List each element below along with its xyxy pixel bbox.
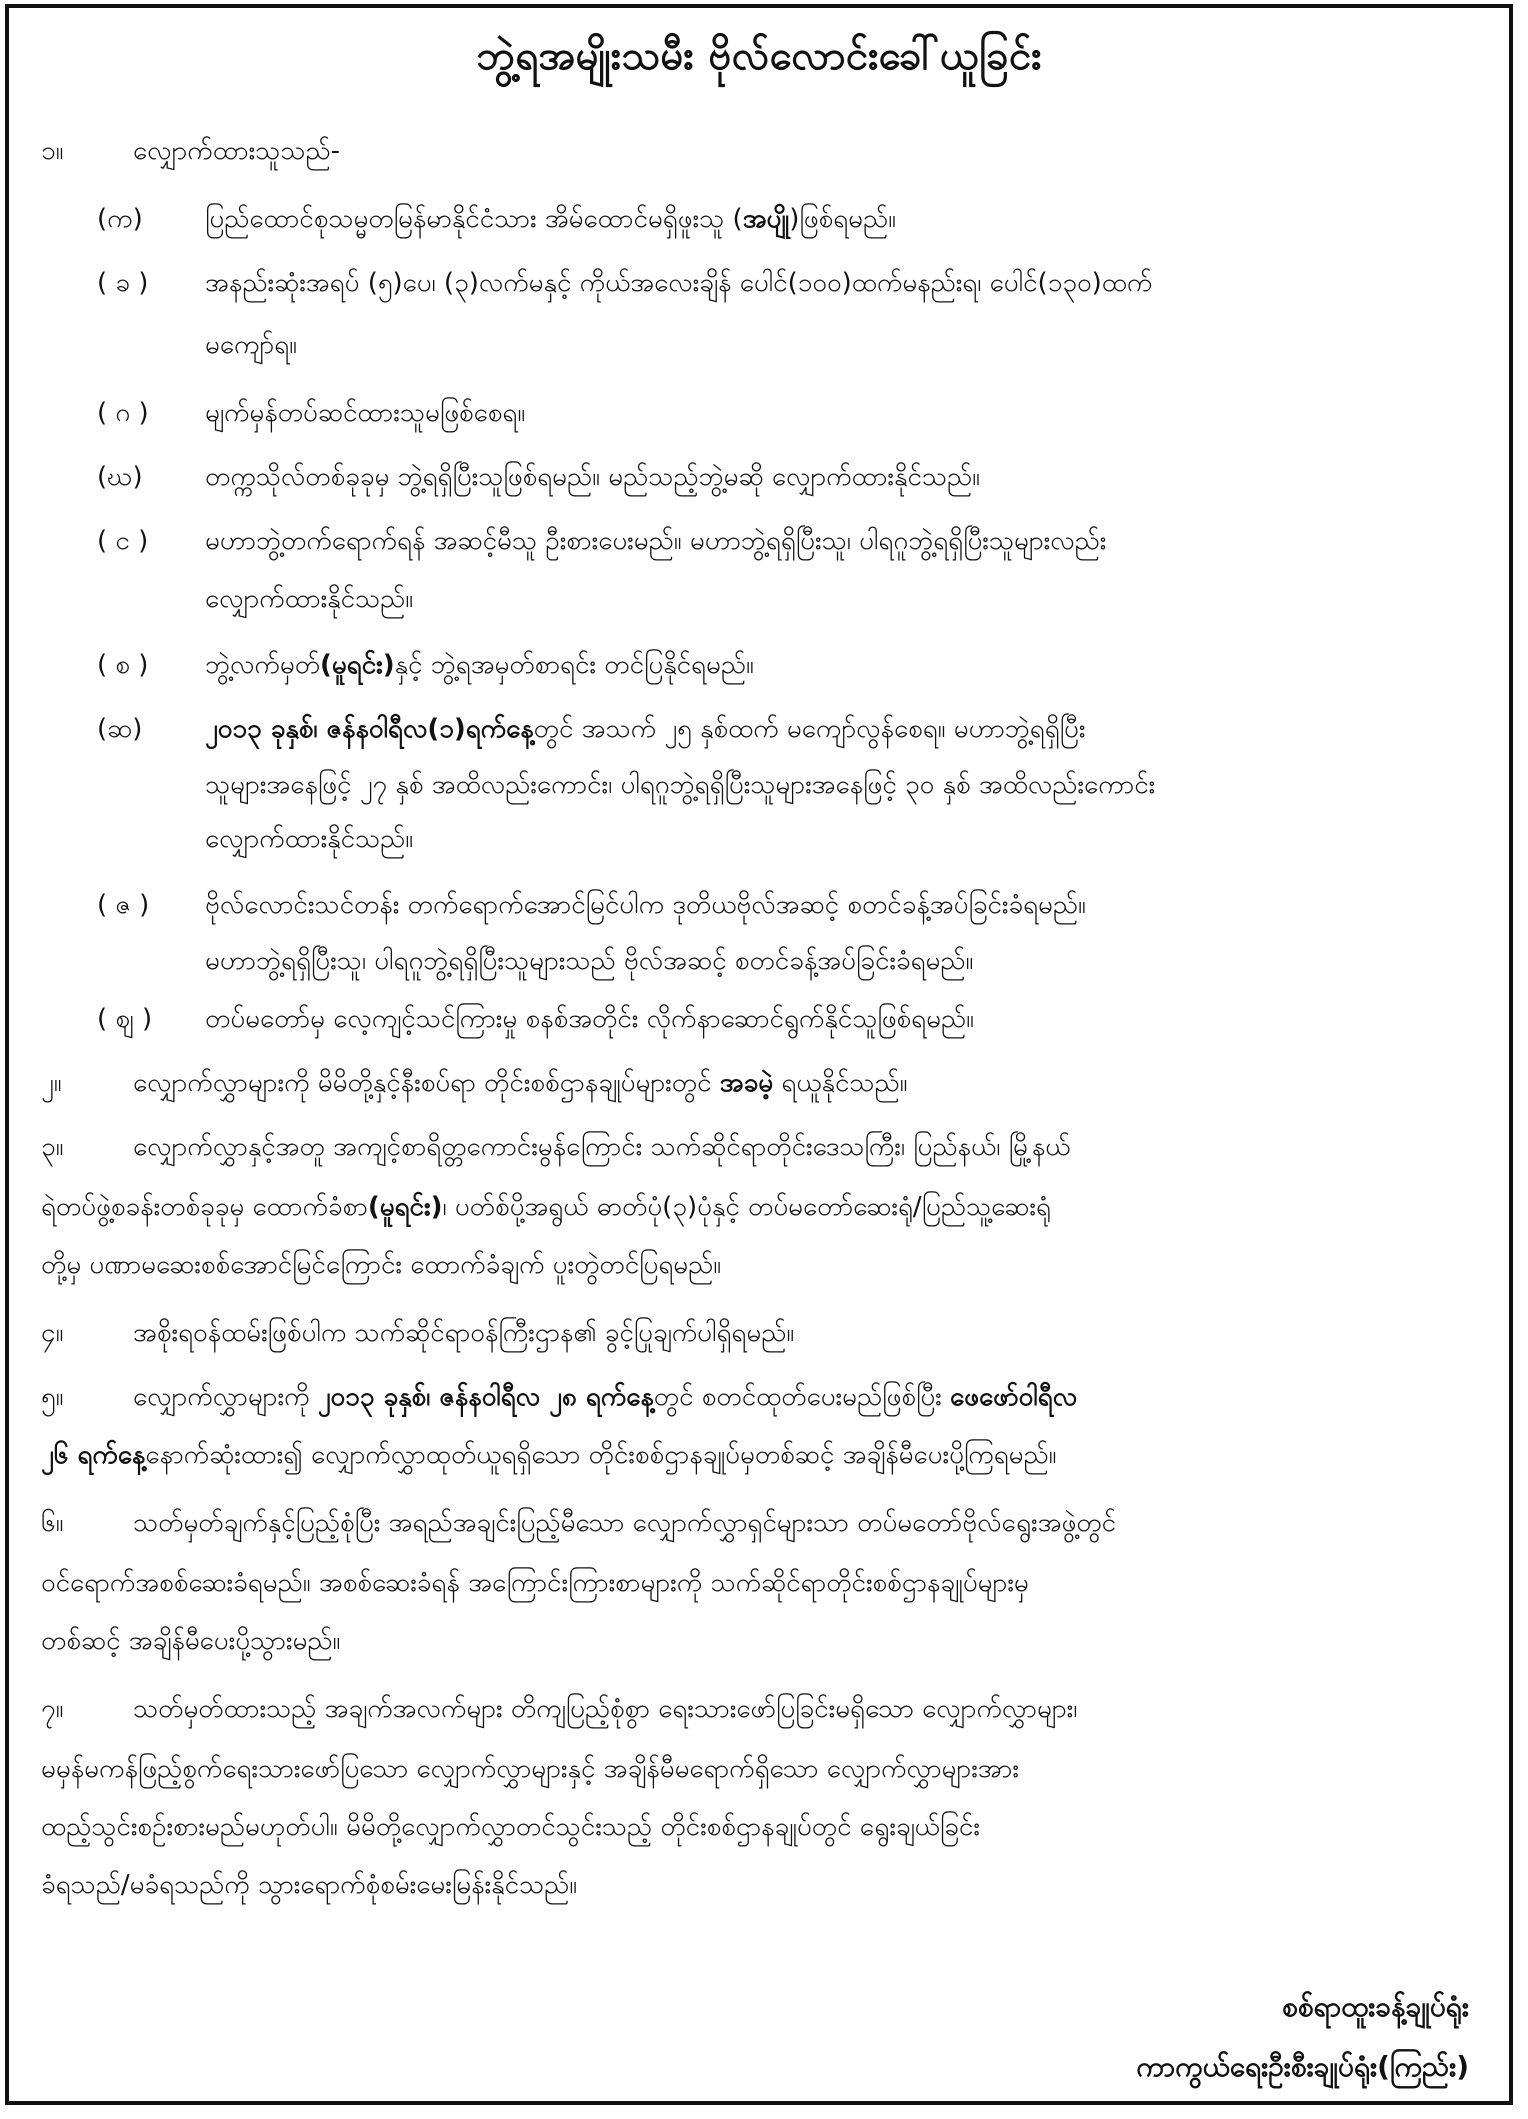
section-number: ၆။ — [41, 1508, 64, 1538]
item-text-line1: မဟာဘွဲ့တက်ရောက်ရန် အဆင့်မီသူ ဦးစားပေးမည်။ မဟာဘွဲ့ရရှိပြီးသူ၊ ပါရဂူဘွဲ့ရရှိပြီးသူများလည်း — [205, 526, 1107, 556]
item-number: (ဃ) — [97, 462, 143, 492]
section-text-line1: သတ်မှတ်ချက်နှင့်ပြည့်စုံပြီး အရည်အချင်းပြည့်မီသော လျှောက်လွှာရှင်များသာ တပ်မတော်ဗိုလ်ရွေးအဖွဲ့တွင် — [133, 1508, 1117, 1538]
item-number: ( ခ ) — [97, 268, 149, 298]
item-text-line1: ဗိုလ်လောင်းသင်တန်း တက်ရောက်အောင်မြင်ပါက ဒုတိယဗိုလ်အဆင့် စတင်ခန့်အပ်ခြင်းခံရမည်။ — [205, 890, 1086, 920]
item-number: ( င ) — [97, 526, 149, 556]
item-text-line2: မဟာဘွဲ့ရရှိပြီးသူ၊ ပါရဂူဘွဲ့ရရှိပြီးသူများသည် ဗိုလ်အဆင့် စတင်ခန့်အပ်ခြင်းခံရမည်။ — [205, 946, 974, 976]
item-text: ပြည်ထောင်စုသမ္မတမြန်မာနိုင်ငံသား အိမ်ထောင်မရှိဖူးသူ (အပျို)ဖြစ်ရမည်။ — [205, 204, 897, 234]
section-text-line1: လျှောက်လွှာနှင့်အတူ အကျင့်စာရိတ္တကောင်းမွန်ကြောင်း သက်ဆိုင်ရာတိုင်းဒေသကြီး၊ ပြည်နယ်၊ မြို့နယ် — [133, 1132, 1071, 1162]
item-number: ( ဂ ) — [97, 398, 149, 428]
section-number: ၄။ — [41, 1318, 64, 1348]
item-number: ( စ ) — [97, 650, 149, 680]
item-number: ( ဇ ) — [97, 890, 150, 920]
item-text-line1: ၂၀၁၃ ခုနှစ်၊ ဇန်နဝါရီလ(၁)ရက်နေ့တွင် အသက် ၂၅ နှစ်ထက် မကျော်လွန်စေရ။ မဟာဘွဲ့ရရှိပြီး — [205, 714, 1086, 744]
document-body — [9, 8, 1509, 2101]
item-number: (ဆ) — [97, 714, 143, 744]
signature-office-2: ကာကွယ်ရေးဦးစီးချုပ်ရုံး(ကြည်း) — [1136, 2050, 1469, 2083]
item-text-line2: မကျော်ရ။ — [205, 330, 298, 360]
item-text-line3: လျှောက်ထားနိုင်သည်။ — [205, 824, 414, 854]
section-text-line2: ရဲတပ်ဖွဲ့စခန်းတစ်ခုခုမှ ထောက်ခံစာ(မူရင်း)၊ ပတ်စ်ပို့အရွယ် ဓာတ်ပုံ(၃)ပုံနှင့် တပ်မတော်ဆေးရုံ/ပြည်သူ့ဆေးရုံ — [41, 1192, 1051, 1222]
section-text-line4: ခံရသည်/မခံရသည်ကို သွားရောက်စုံစမ်းမေးမြန်းနိုင်သည်။ — [41, 1870, 578, 1900]
item-text: တက္ကသိုလ်တစ်ခုခုမှ ဘွဲ့ရရှိပြီးသူဖြစ်ရမည်။ မည်သည့်ဘွဲ့မဆို လျှောက်ထားနိုင်သည်။ — [205, 462, 981, 492]
document-title: ဘွဲ့ရအမျိုးသမီး ဗိုလ်လောင်းခေါ်ယူခြင်း — [476, 33, 1042, 79]
section-text: လျှောက်လွှာများကို မိမိတို့နှင့်နီးစပ်ရာ တိုင်းစစ်ဌာနချုပ်များတွင် အခမဲ့ ရယူနိုင်သည်။ — [133, 1068, 908, 1098]
item-number: ( ဈ ) — [97, 1004, 153, 1034]
item-text: ဘွဲ့လက်မှတ်(မူရင်း)နှင့် ဘွဲ့ရအမှတ်စာရင်း တင်ပြနိုင်ရမည်။ — [205, 650, 754, 680]
section-text: အစိုးရဝန်ထမ်းဖြစ်ပါက သက်ဆိုင်ရာဝန်ကြီးဌာန၏ ခွင့်ပြုချက်ပါရှိရမည်။ — [133, 1318, 795, 1348]
section-text-line2: မမှန်မကန်ဖြည့်စွက်ရေးသားဖော်ပြသော လျှောက်လွှာများနှင့် အချိန်မီမရောက်ရှိသော လျှောက်လွှာများအား — [41, 1754, 1019, 1784]
section-text-line1: သတ်မှတ်ထားသည့် အချက်အလက်များ တိကျပြည့်စုံစွာ ရေးသားဖော်ပြခြင်းမရှိသော လျှောက်လွှာများ၊ — [133, 1694, 1078, 1724]
item-text-line2: သူများအနေဖြင့် ၂၇ နှစ် အထိလည်းကောင်း၊ ပါရဂူဘွဲ့ရရှိပြီးသူများအနေဖြင့် ၃၀ နှစ် အထိလည်းကောင်း — [205, 770, 1156, 800]
section-number: ၅။ — [41, 1382, 64, 1412]
section-number: ၃။ — [41, 1132, 64, 1162]
section-text-line3: တစ်ဆင့် အချိန်မီပေးပို့သွားမည်။ — [41, 1626, 341, 1656]
signature-office-1: စစ်ရာထူးခန့်ချုပ်ရုံး — [1282, 1990, 1469, 2023]
section-number: ၇။ — [41, 1694, 64, 1724]
item-number: (က) — [97, 204, 143, 234]
item-text-line1: အနည်းဆုံးအရပ် (၅)ပေ၊ (၃)လက်မနှင့် ကိုယ်အလေးချိန် ပေါင်(၁၀၀)ထက်မနည်းရ၊ ပေါင်(၁၃၀)ထက် — [205, 268, 1153, 298]
item-text: တပ်မတော်မှ လေ့ကျင့်သင်ကြားမှု စနစ်အတိုင်း လိုက်နာဆောင်ရွက်နိုင်သူဖြစ်ရမည်။ — [205, 1004, 974, 1034]
item-text-line2: လျှောက်ထားနိုင်သည်။ — [205, 584, 414, 614]
document-frame — [5, 4, 1513, 2105]
section-text-line2: ဝင်ရောက်အစစ်ဆေးခံရမည်။ အစစ်ဆေးခံရန် အကြောင်းကြားစာများကို သက်ဆိုင်ရာတိုင်းစစ်ဌာနချုပ်များမှ — [41, 1568, 1029, 1598]
section-number: ၂။ — [41, 1068, 62, 1098]
section-text-line2: ၂၆ ရက်နေ့နောက်ဆုံးထား၍ လျှောက်လွှာထုတ်ယူရရှိသော တိုင်းစစ်ဌာနချုပ်မှတစ်ဆင့် အချိန်မီပေးပို့ကြရမည်။ — [41, 1440, 1057, 1470]
section-number: ၁။ — [41, 136, 64, 166]
section-text-line1: လျှောက်လွှာများကို ၂၀၁၃ ခုနှစ်၊ ဇန်နဝါရီလ ၂၈ ရက်နေ့တွင် စတင်ထုတ်ပေးမည်ဖြစ်ပြီး ဖေဖော်ဝါရီလ — [133, 1382, 1078, 1412]
item-text: မျက်မှန်တပ်ဆင်ထားသူမဖြစ်စေရ။ — [205, 398, 526, 428]
section-text: လျှောက်ထားသူသည်- — [133, 136, 340, 166]
section-text-line3: ထည့်သွင်းစဉ်းစားမည်မဟုတ်ပါ။ မိမိတို့လျှောက်လွှာတင်သွင်းသည့် တိုင်းစစ်ဌာနချုပ်တွင် ရွေးချယ်ခြင်း — [41, 1812, 980, 1842]
section-text-line3: တို့မှ ပဏာမဆေးစစ်အောင်မြင်ကြောင်း ထောက်ခံချက် ပူးတွဲတင်ပြရမည်။ — [41, 1250, 722, 1280]
